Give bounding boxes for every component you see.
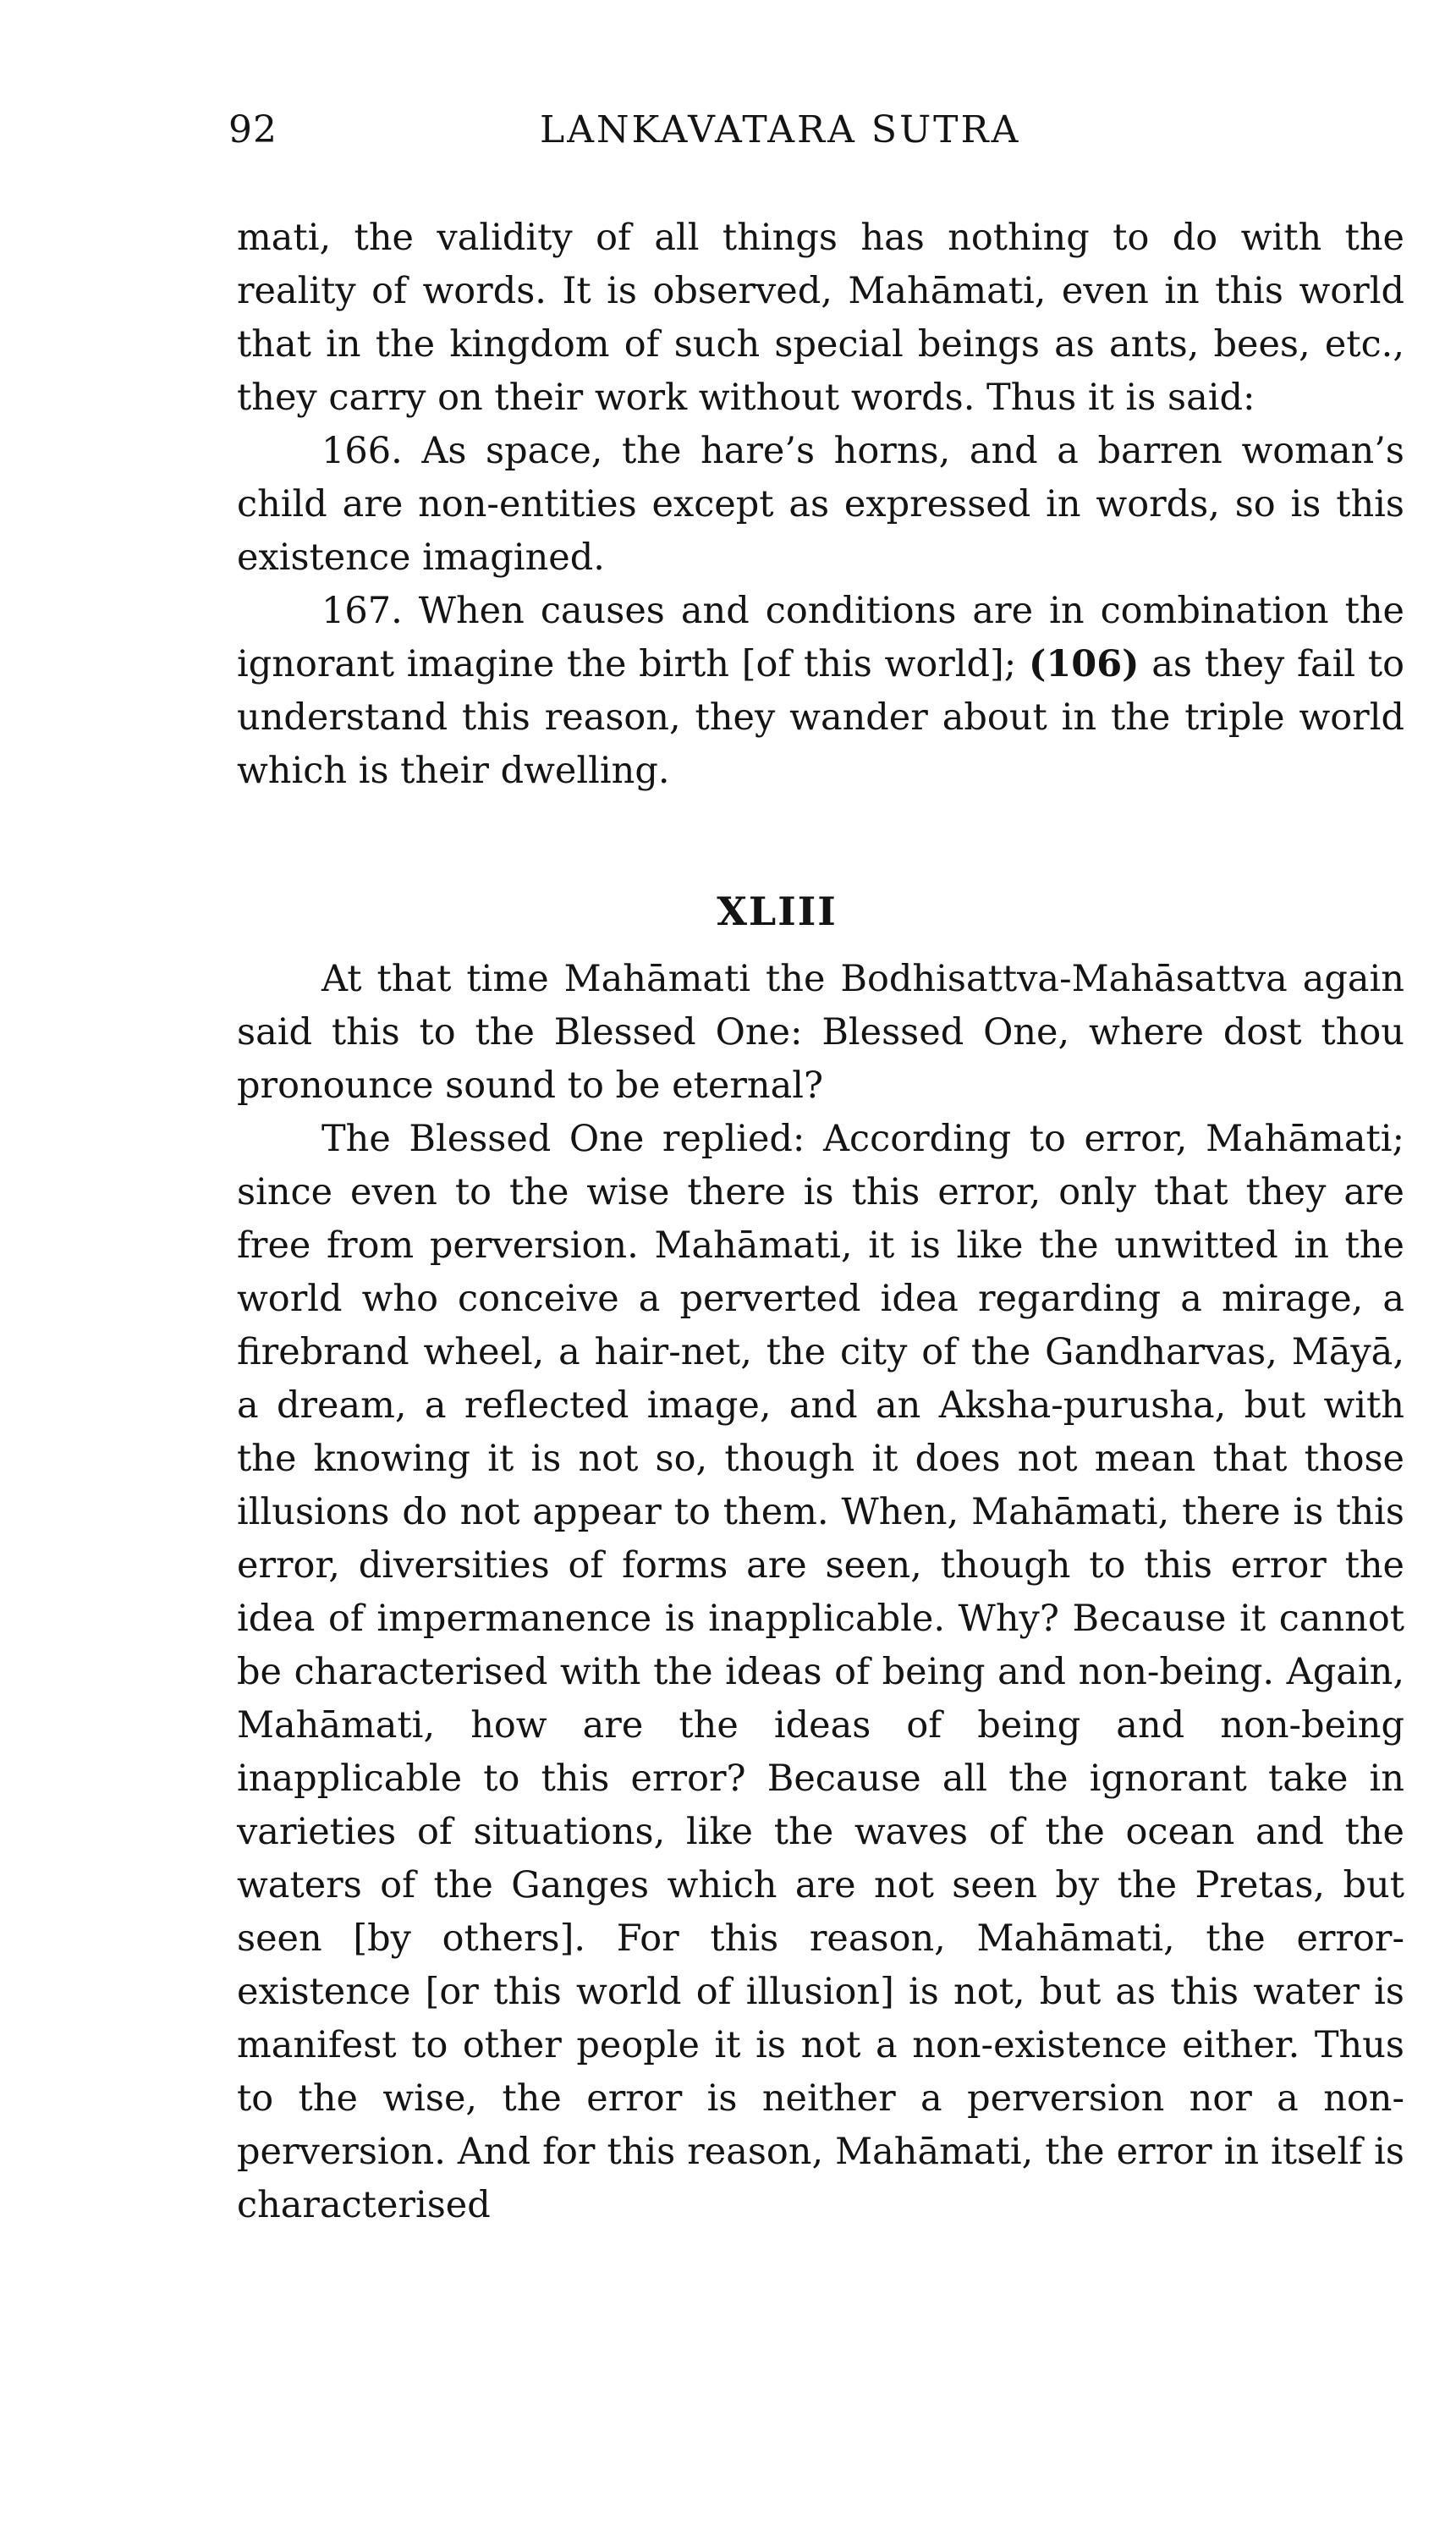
verse-167 (237, 585, 1404, 798)
running-title: LANKAVATARA SUTRA (540, 108, 1021, 151)
section-number: XLIII (717, 888, 838, 934)
verse-167-text-before: 167. When causes and conditions are in combination the ignorant imagine the birth [of this world]; (237, 590, 1404, 685)
paragraph-reply: The Blessed One replied: According to error, Mahāmati; since even to the wise there is this error, only that they are free from perversion. Mahāmati, it is like the unwitted in the world who conceive a perverted idea regarding a mirage, a firebrand wheel, a hair-net, the city of the Gandharvas, Māyā, a dream, a reflected image, and an Aksha-purusha, but with the knowing it is not so, though it does not mean that those illusions do not appear to them. When, Mahāmati, there is this error, diversities of forms are seen, though to this error the idea of impermanence is inapplicable. Why? Because it cannot be characterised with the ideas of being and non-being. Again, Mahāmati, how are the ideas of being and non-being inapplicable to this error? Because all the ignorant take in varieties of situations, like the waves of the ocean and the waters of the Ganges which are not seen by the Pretas, but seen [by others]. For this reason, Mahāmati, the error-existence [or this world of illusion] is not, but as this water is manifest to other people it is not a non-existence either. Thus to the wise, the error is neither a perversion nor a non-perversion. And for this reason, Mahāmati, the error in itself is characterised (237, 1118, 1404, 2226)
text-block-top (237, 212, 1404, 798)
original-page-reference: (106) (1029, 643, 1140, 685)
paragraph: mati, the validity of all things has nothing to do with the reality of words. It is observed, Mahāmati, even in this world that in the kingdom of such special beings as ants, bees, etc., they carry on their work without words. Thus it is said: (237, 217, 1404, 419)
verse-167-text-after: as they fail to understand this reason, they wander about in the triple world which is their dwelling. (237, 643, 1404, 792)
running-head (228, 108, 1413, 159)
page-number: 92 (228, 108, 277, 151)
paragraph-question: At that time Mahāmati the Bodhisattva-Mahāsattva again said this to the Blessed One: Blessed One, where dost thou pronounce sound to be eternal? (237, 958, 1404, 1107)
text-block-bottom (237, 953, 1404, 2232)
verse-166: 166. As space, the hare’s horns, and a barren woman’s child are non-entities except as expressed in words, so is this existence imagined. (237, 430, 1404, 579)
section-heading (0, 888, 1456, 934)
